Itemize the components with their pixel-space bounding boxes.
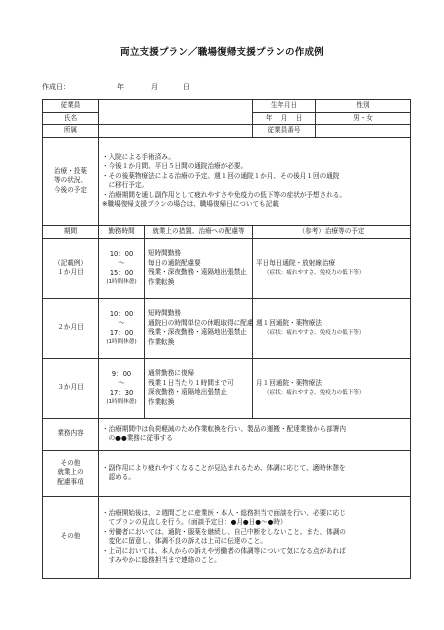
treatment-line: に移行予定。 <box>102 181 149 190</box>
other-body <box>99 496 411 578</box>
gender-value[interactable]: 男・女 <box>316 112 411 125</box>
plan-row-period <box>43 238 99 298</box>
plan-row-period <box>43 298 99 358</box>
measure-item: 作業転換 <box>148 337 175 346</box>
treatment-line: ・入院による手術済み。 <box>102 152 175 161</box>
birthdate-label: 生年月日 <box>253 100 316 113</box>
other-considerations-label-line: その他 <box>60 458 81 467</box>
creation-date-month: 月 <box>151 83 158 91</box>
employee-label: 従業員 <box>43 100 99 113</box>
measure-item: 残業１日当たり１時間まで可 <box>148 378 234 387</box>
birth-month: 月 <box>280 113 288 122</box>
work-content-label: 業務内容 <box>43 418 99 450</box>
end-time: 15：00 <box>109 268 134 277</box>
hours-header: 勤務時間 <box>99 225 145 238</box>
plan-row-measures <box>145 298 253 358</box>
measure-item: 作業転換 <box>148 397 175 406</box>
measure-item: 残業・深夜勤務・遠隔地出張禁止 <box>148 328 247 337</box>
department-field[interactable] <box>99 125 253 138</box>
period-example-label: （記載例） <box>54 258 87 267</box>
treatment-label-line: 治療・投薬 <box>54 166 87 175</box>
other-considerations-body <box>99 450 411 496</box>
other-considerations-line: 認める。 <box>102 473 135 482</box>
break-note: (1時間休憩) <box>106 339 137 346</box>
measure-item: 残業・深夜勤務・遠隔地出張禁止 <box>148 268 247 277</box>
creation-date-year: 年 <box>117 83 124 91</box>
name-label: 氏名 <box>43 112 99 125</box>
plan-row-measures <box>145 358 253 418</box>
time-separator: 〜 <box>118 319 125 328</box>
support-plan-table <box>42 99 411 579</box>
other-considerations-line: ・副作用により疲れやすくなることが見込まれるため、体調に応じて、適時休憩を <box>102 463 346 472</box>
birth-day: 日 <box>295 113 303 122</box>
measure-item: 通常勤務に復帰 <box>148 369 195 378</box>
employee-name-field[interactable] <box>99 100 253 125</box>
end-time: 17：30 <box>109 388 134 397</box>
department-label: 所属 <box>43 125 99 138</box>
other-considerations-label <box>43 450 99 496</box>
creation-date-day: 日 <box>183 83 190 91</box>
other-line: すみやかに総務担当まで連絡のこと。 <box>102 556 221 565</box>
plan-row-reference <box>253 238 411 298</box>
reference-header: （参考）治療等の予定 <box>253 225 411 238</box>
time-separator: 〜 <box>118 379 125 388</box>
other-considerations-label-line: 就業上の <box>57 468 84 477</box>
work-content-line: の●●業務に従事する <box>102 434 173 443</box>
treatment-status-label <box>43 137 99 225</box>
measure-item: 深夜勤務・遠隔地出張禁止 <box>148 388 228 397</box>
birthdate-field[interactable] <box>253 112 316 125</box>
measure-item: 短時間勤務 <box>148 249 181 258</box>
other-line: 変化に留意し、体調不良の訴えは上司に伝達のこと。 <box>102 537 267 546</box>
birth-year: 年 <box>265 113 273 122</box>
period-label: ２か月目 <box>57 323 84 332</box>
employee-number-field[interactable] <box>316 125 411 138</box>
period-header: 期間 <box>43 225 99 238</box>
reference-schedule: 週１回通院・薬物療法 <box>256 319 322 328</box>
gender-label: 性別 <box>316 100 411 113</box>
other-line: ・労働者においては、通院・服薬を継続し、自己中断をしないこと。また、体調の <box>102 527 346 536</box>
other-considerations-label-line: 配慮事項 <box>57 477 84 486</box>
other-line: てプランの見直しを行う。（面談予定日：●月●日●〜●時） <box>102 518 287 527</box>
start-time: 9：00 <box>111 369 132 378</box>
work-content-line: ・治療期間中は負荷軽減のため作業転換を行い、製品の運搬・配達業務から部署内 <box>102 424 346 433</box>
document-title: 両立支援プラン／職場復帰支援プランの作成例 <box>120 47 324 58</box>
treatment-line: ・治療期間を通し副作用として疲れやすさや免疫力の低下等の症状が予想される。 <box>102 190 346 199</box>
reference-schedule: 平日毎日通院・放射線治療 <box>256 259 336 268</box>
measure-item: 通院日の時間単位の休暇取得に配慮 <box>148 318 254 327</box>
treatment-label-line: 等の状況、 <box>54 176 87 185</box>
plan-row-measures <box>145 238 253 298</box>
employee-number-label: 従業員番号 <box>253 125 316 138</box>
reference-schedule: 月１回通院・薬物療法 <box>256 379 322 388</box>
other-label: その他 <box>43 496 99 578</box>
period-label: １か月目 <box>57 268 84 277</box>
work-content-body <box>99 418 411 450</box>
treatment-label-line: 今後の予定 <box>54 185 87 194</box>
start-time: 10：00 <box>109 249 134 258</box>
other-line: ・上司においては、本人からの訴えや労働者の体調等について気になる点があれば <box>102 546 346 555</box>
plan-row-hours <box>99 358 145 418</box>
reference-symptom: （症状：疲れやすさ、免疫力の低下等） <box>264 389 365 396</box>
treatment-line: ・その後薬物療法による治療の予定。週１回の通院１か月、その後月１回の通院 <box>102 171 340 180</box>
start-time: 10：00 <box>109 309 134 318</box>
measure-item: 作業転換 <box>148 277 175 286</box>
treatment-note: ※職場復帰支援プランの場合は、職場復帰日についても記載 <box>102 200 279 209</box>
period-label: ３か月目 <box>57 383 84 392</box>
measure-item: 短時間勤務 <box>148 309 181 318</box>
reference-symptom: （症状：疲れやすさ、免疫力の低下等） <box>264 269 365 276</box>
plan-row-hours <box>99 298 145 358</box>
reference-symptom: （症状：疲れやすさ、免疫力の低下等） <box>264 329 365 336</box>
break-note: (1時間休憩) <box>106 279 137 286</box>
plan-row-reference <box>253 298 411 358</box>
break-note: (1時間休憩) <box>106 399 137 406</box>
plan-row-hours <box>99 238 145 298</box>
measure-item: 毎日の通院配慮要 <box>148 258 201 267</box>
other-line: ・治療開始後は、２週間ごとに産業医・本人・総務担当で面談を行い、必要に応じ <box>102 508 346 517</box>
end-time: 17：00 <box>109 328 134 337</box>
treatment-line: ・今後１か月間、平日５日間の通院治療が必要。 <box>102 162 248 171</box>
plan-row-period <box>43 358 99 418</box>
treatment-status-content <box>99 137 411 225</box>
creation-date-label: 作成日： <box>42 83 70 91</box>
measures-header: 就業上の措置、治療への配慮等 <box>145 225 253 238</box>
time-separator: 〜 <box>118 259 125 268</box>
plan-row-reference <box>253 358 411 418</box>
